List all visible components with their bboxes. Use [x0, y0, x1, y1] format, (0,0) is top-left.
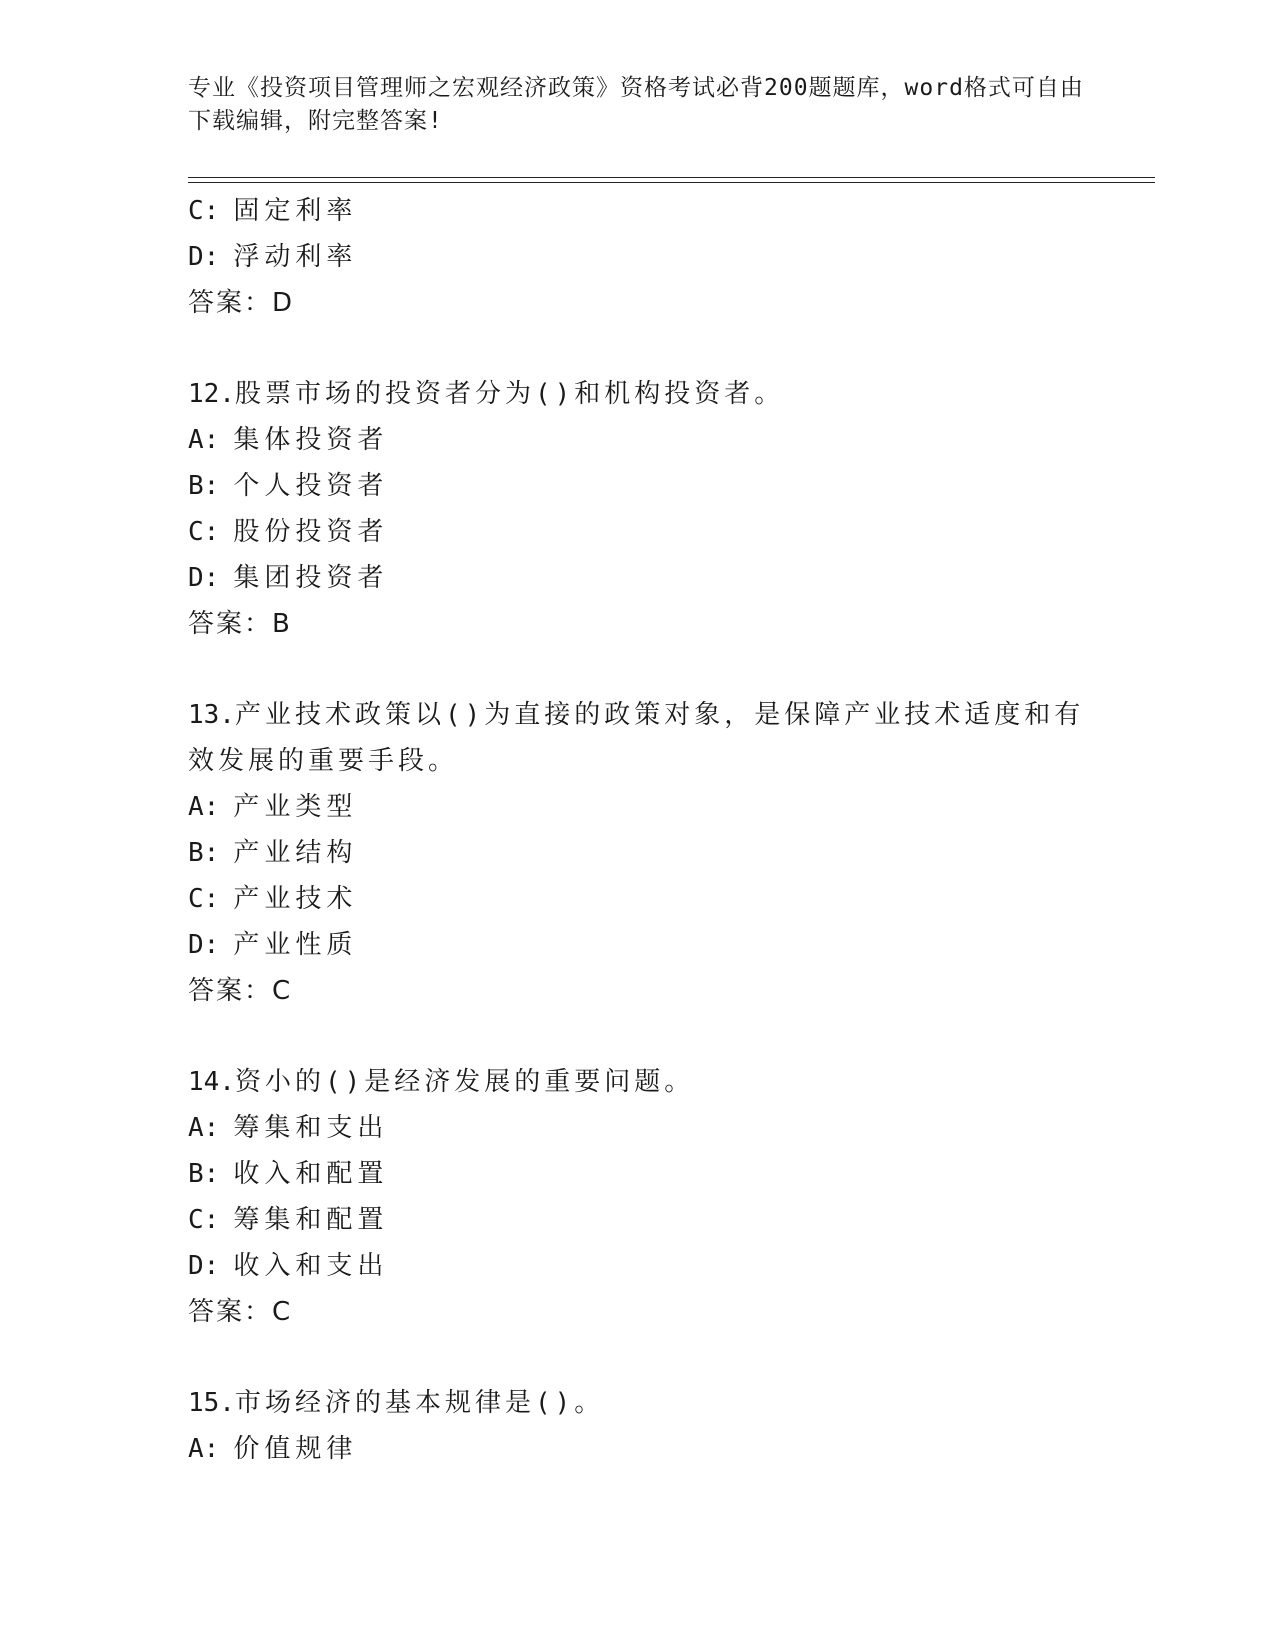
option-item — [188, 463, 1088, 509]
option-item — [188, 830, 1088, 876]
option-text: 筹集和配置 — [233, 1205, 389, 1235]
option-item — [188, 1243, 1088, 1289]
spacer — [188, 1014, 1088, 1059]
option-label: C: — [188, 1205, 220, 1235]
option-text: 筹集和支出 — [233, 1113, 389, 1143]
question-list — [188, 188, 1088, 1472]
option-item — [188, 1197, 1088, 1243]
question-stem: 产业技术政策以()为直接的政策对象，是保障产业技术适度和有效发展的重要手段。 — [188, 700, 1085, 776]
option-item — [188, 1426, 1088, 1472]
option-text: 集体投资者 — [233, 425, 389, 455]
option-label: A: — [188, 425, 220, 455]
question-text — [188, 371, 1088, 417]
option-label: A: — [188, 1113, 220, 1143]
question-stem: 资小的()是经济发展的重要问题。 — [234, 1067, 695, 1097]
question-text — [188, 692, 1088, 784]
option-text: 个人投资者 — [233, 471, 389, 501]
option-label: C: — [188, 196, 220, 226]
question-block-15 — [188, 1380, 1088, 1472]
option-label: A: — [188, 792, 220, 822]
document-header: 专业《投资项目管理师之宏观经济政策》资格考试必背200题题库，word格式可自由下载编辑，附完整答案! — [188, 75, 1084, 134]
option-label: A: — [188, 1434, 220, 1464]
question-block-14 — [188, 1059, 1088, 1335]
option-item — [188, 876, 1088, 922]
question-block-13 — [188, 692, 1088, 1014]
question-block-prev — [188, 188, 1088, 326]
option-text: 收入和配置 — [233, 1159, 389, 1189]
option-item — [188, 555, 1088, 601]
question-number: 14. — [188, 1067, 235, 1097]
option-item — [188, 922, 1088, 968]
spacer — [188, 1335, 1088, 1380]
option-item — [188, 1151, 1088, 1197]
option-item — [188, 188, 1088, 234]
question-block-12 — [188, 371, 1088, 647]
option-text: 价值规律 — [233, 1434, 358, 1464]
question-number: 12. — [188, 379, 235, 409]
option-label: B: — [188, 1159, 220, 1189]
option-text: 收入和支出 — [233, 1251, 389, 1281]
header-divider-bottom — [188, 182, 1155, 183]
answer-line: 答案：B — [188, 609, 292, 639]
question-text — [188, 1380, 1088, 1426]
option-text: 产业技术 — [233, 884, 358, 914]
question-number: 15. — [188, 1388, 235, 1418]
option-label: D: — [188, 563, 220, 593]
option-text: 产业结构 — [233, 838, 358, 868]
option-text: 固定利率 — [233, 196, 358, 226]
answer-line: 答案：C — [188, 976, 293, 1006]
option-label: C: — [188, 884, 220, 914]
option-item — [188, 417, 1088, 463]
option-text: 产业性质 — [233, 930, 358, 960]
question-stem: 市场经济的基本规律是()。 — [234, 1388, 605, 1418]
question-text — [188, 1059, 1088, 1105]
option-label: C: — [188, 517, 220, 547]
answer-line: 答案：C — [188, 1297, 293, 1327]
header-divider-top — [188, 177, 1155, 178]
option-item — [188, 234, 1088, 280]
option-item — [188, 509, 1088, 555]
question-stem: 股票市场的投资者分为()和机构投资者。 — [234, 379, 785, 409]
spacer — [188, 326, 1088, 371]
answer-line: 答案：D — [188, 288, 295, 318]
option-label: D: — [188, 242, 220, 272]
option-text: 集团投资者 — [233, 563, 389, 593]
option-text: 产业类型 — [233, 792, 358, 822]
option-text: 股份投资者 — [233, 517, 389, 547]
option-label: B: — [188, 471, 220, 501]
option-label: D: — [188, 1251, 220, 1281]
question-number: 13. — [188, 700, 235, 730]
option-label: B: — [188, 838, 220, 868]
spacer — [188, 647, 1088, 692]
option-text: 浮动利率 — [233, 242, 358, 272]
option-item — [188, 784, 1088, 830]
option-item — [188, 1105, 1088, 1151]
option-label: D: — [188, 930, 220, 960]
